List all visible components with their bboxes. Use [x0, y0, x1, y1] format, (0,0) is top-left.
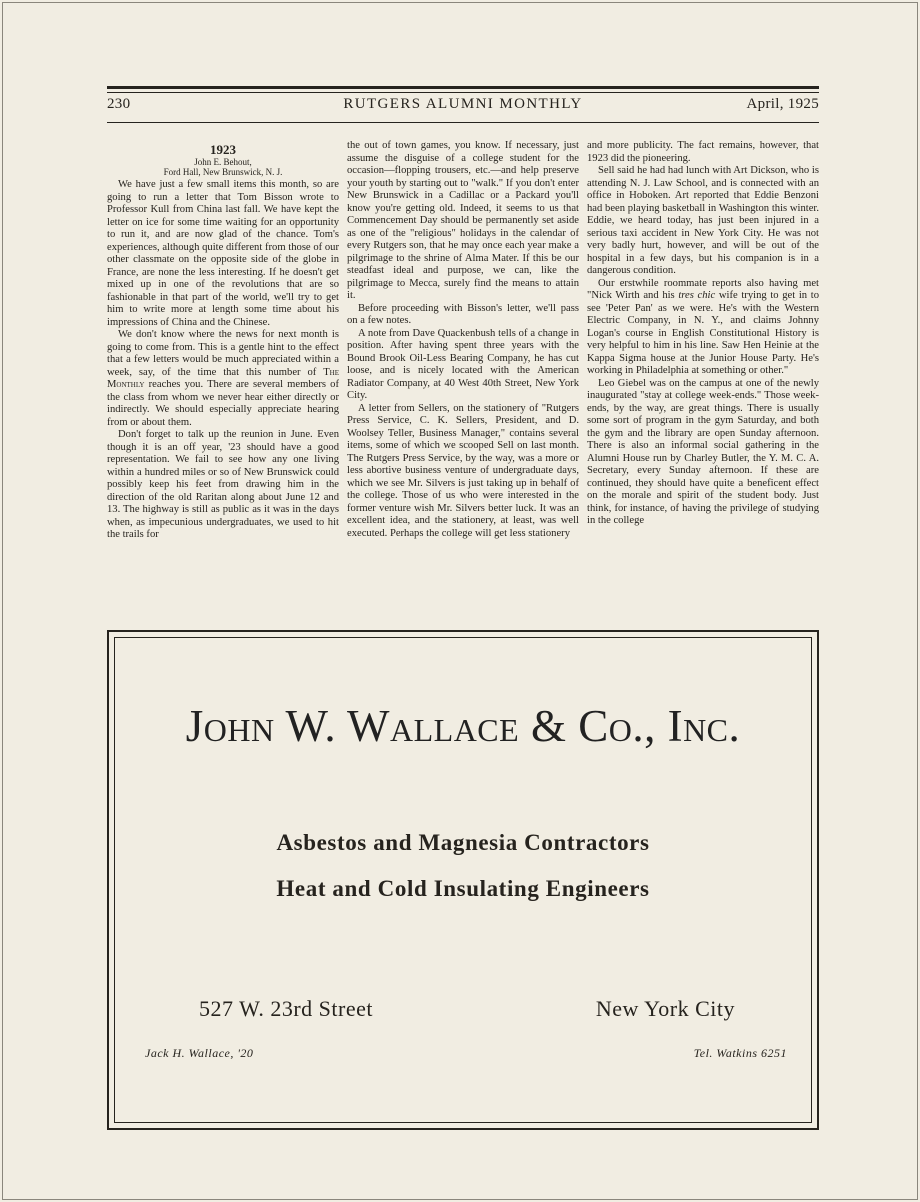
- publication-title: RUTGERS ALUMNI MONTHLY: [343, 96, 583, 112]
- street-address: 527 W. 23rd Street: [199, 996, 373, 1021]
- column-3: [587, 140, 819, 625]
- header-rule-bottom: [107, 122, 819, 123]
- services-line-1: Asbestos and Magnesia Contractors: [276, 830, 650, 855]
- paragraph: Leo Giebel was on the campus at one of the newly inaugurated "stay at college week-ends." Those week-ends, by the way, are great things. There is usually some sort of program in the gym Saturday, and both the gym and the library are open Sunday afternoon. There is also an informal social gathering in the Alumni House run by Charley Butler, the Y. M. C. A. Secretary, every Sunday afternoon. If these are continued, they should have quite a beneficent effect on the morale and spirit of the student body. Just think, for instance, of having the privilege of studying in the college: [587, 377, 819, 526]
- header-rule-thin: [107, 92, 819, 93]
- city: New York City: [595, 996, 735, 1021]
- paragraph-text: wife trying to get in to see 'Peter Pan' as we were. He's with the Western Electric Company, in N. Y., and claims Johnny Logan's course in English Constitutional History is very helpful to him in his line. Saw Hen Heinie at the Kappa Sigma house at the Junior House Party. He's working in Philadelphia at something or other.": [587, 290, 819, 376]
- issue-date: April, 1925: [746, 96, 819, 112]
- header-rule-thick: [107, 86, 819, 89]
- page-number: 230: [107, 96, 131, 112]
- paragraph-text: Our erstwhile roommate reports also having met "Nick Wirth and his: [587, 277, 819, 301]
- paragraph: [587, 278, 819, 378]
- company-name: John W. Wallace & Co., Inc.: [185, 701, 741, 751]
- class-secretary: John E. Behout,: [194, 157, 252, 167]
- paragraph: A letter from Sellers, on the stationery of "Rutgers Press Service, C. K. Sellers, President, and D. Woolsey Teller, Business Manager," contains several items, some of which we scooped Sell on last month. The Rutgers Press Service, by the way, was a more or less abortive business venture of undergraduate days, which we see Mr. Silvers is just taking up in behalf of the college. Those of us who were interested in the former venture wish Mr. Silvers better luck. It was an excellent idea, and the stationery, at least, was well executed. Perhaps the college will get less stationery: [347, 402, 579, 539]
- italic-phrase: tres chic: [678, 290, 716, 301]
- class-year-heading: 1923: [210, 142, 236, 157]
- contact-name: Jack H. Wallace, '20: [145, 1046, 254, 1060]
- advertisement: [107, 630, 819, 1130]
- column-2: [347, 140, 579, 625]
- magazine-name: The Monthly: [107, 366, 339, 390]
- paragraph: and more publicity. The fact remains, however, that 1923 did the pioneering.: [587, 140, 819, 164]
- article-columns: [107, 140, 819, 625]
- paragraph: Sell said he had had lunch with Art Dickson, who is attending N. J. Law School, and is connected with an office in Hoboken. Art reported that Eddie Benzoni had been playing basketball in Washington this winter. Eddie, we heard today, has just been injured in a serious taxi accident in New York City. He was not very badly hurt, however, and will be out of the hospital in a few days, but his companion is in a dangerous condition.: [587, 165, 819, 276]
- secretary-address: Ford Hall, New Brunswick, N. J.: [163, 167, 283, 177]
- paragraph-text: We don't know where the news for next month is going to come from. This is a gentle hint to the effect that a few letters would be much appreciated within a week, say, of the time that this number of: [107, 329, 339, 378]
- paragraph: We have just a few small items this month, so are going to run a letter that Tom Bisson wrote to Professor Kull from China last fall. We have kept the letter on ice for some time waiting for an opportunity to run it, and are now glad of the chance. Tom's experiences, although quite different from those of our other classmate on the opposite side of the globe in France, are none the less interesting. If he doesn't get mixed up in one of the revolutions that are so fashionable in that part of the world, we'll try to get him to write more at length some time about his impressions of China and the Chinese.: [107, 179, 339, 328]
- paragraph: Before proceeding with Bisson's letter, we'll pass on a few notes.: [347, 302, 579, 326]
- column-1: [107, 140, 339, 625]
- paragraph-text: reaches you. There are several members of the class from whom we never hear either directly or indirectly. We should especially appreciate hearing from or about them.: [107, 379, 339, 428]
- paragraph: [107, 329, 339, 429]
- paragraph: the out of town games, you know. If necessary, just assume the disguise of a college student for the occasion—flopping trousers, etc.—and help preserve your youth by starting out to "walk." If you don't enter New Brunswick in a Cadillac or a Packard you'll know you're getting old. Indeed, it seems to us that Commencement Day should be permanently set aside as one of the "religious" holidays in the calendar of every Rutgers son, that he may once each year make a pilgrimage to the shrine of Alma Mater. If this be our steadfast ideal and purpose, we can, like the pilgrimage to Mecca, surely find the means to attain it.: [347, 140, 579, 301]
- telephone: Tel. Watkins 6251: [693, 1046, 787, 1060]
- services-line-2: Heat and Cold Insulating Engineers: [276, 876, 650, 901]
- advertisement-inner-border: [114, 637, 812, 1123]
- paragraph: Don't forget to talk up the reunion in June. Even though it is an off year, '23 should have a good representation. We fail to see how any one living within a hundred miles or so of New Brunswick could possibly keep his feet from drawing him in the direction of the old Raritan along about June 12 and 13. The highway is still as public as it was in the days when, as impecunious undergraduates, we used to hit the trails for: [107, 429, 339, 540]
- running-head: [107, 96, 819, 118]
- paragraph: A note from Dave Quackenbush tells of a change in position. After having spent three years with the Bound Brook Oil-Less Bearing Company, he has cut loose, and is nicely located with the American Radiator Company, at 40 West 40th Street, New York City.: [347, 327, 579, 401]
